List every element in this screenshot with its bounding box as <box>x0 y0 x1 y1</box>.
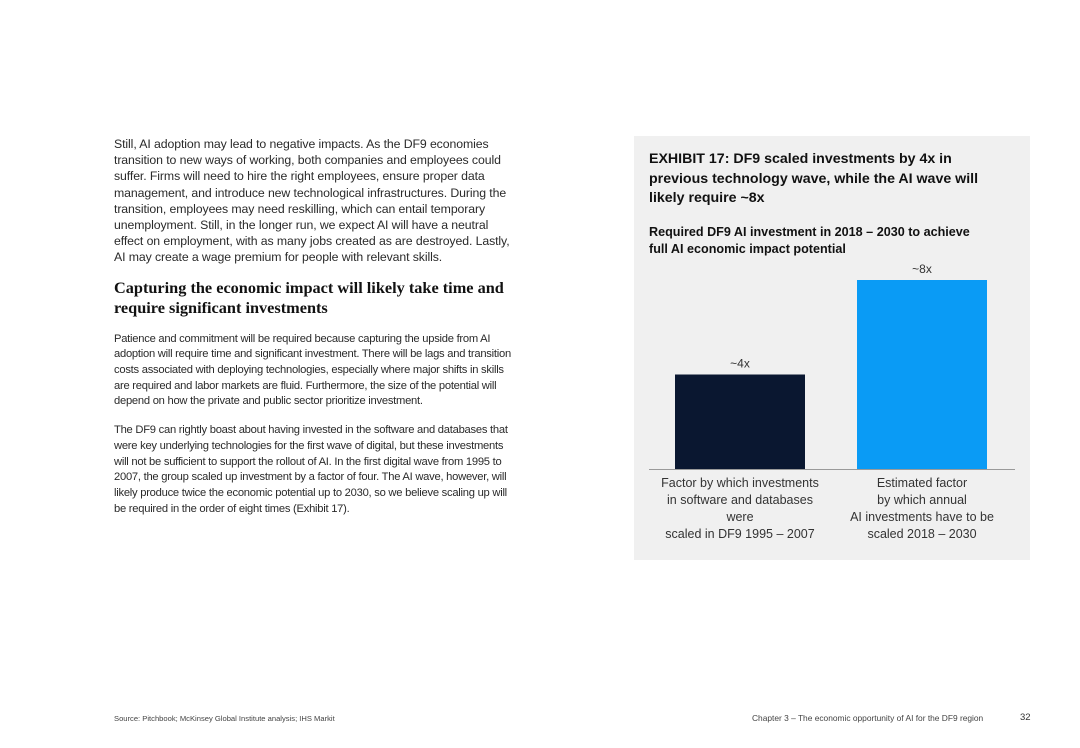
category-1-label-line-3: were <box>726 510 754 524</box>
exhibit-subtitle: Required DF9 AI investment in 2018 – 2030 to achieve full AI economic impact potential <box>649 225 970 256</box>
article-body <box>114 136 514 517</box>
category-2-label-line-1: Estimated factor <box>876 476 968 490</box>
paragraph-negative-impacts: Still, AI adoption may lead to negative impacts. As the DF9 economies transition to new ways of working, both companies and employees could suffer. Firms will need to hire the right employees, ensure proper data management, and introduce new technological infrastructures. During the transition, employees may need reskilling, which can entail temporary unemployment. Still, in the longer run, we expect AI will have a neutral effect on employment, with as many jobs created as are destroyed. Lastly, AI may create a wage premium for people with relevant skills. <box>114 137 510 265</box>
category-2-label-line-4: scaled 2018 – 2030 <box>867 527 977 541</box>
category-1-label-line-4: scaled in DF9 1995 – 2007 <box>665 527 815 541</box>
section-heading: Capturing the economic impact will likely take time and require significant investments <box>114 277 504 318</box>
bar-2-data-label: ~8x <box>912 262 932 276</box>
bar-1 <box>675 375 805 470</box>
footer-source: Source: Pitchbook; McKinsey Global Institute analysis; IHS Markit <box>114 714 335 723</box>
paragraph-df9-investments: The DF9 can rightly boast about having invested in the software and databases that were key underlying technologies for the first wave of digital, but these investments will not be sufficient to support the rollout of AI. In the first digital wave from 1995 to 2007, the group scaled up investment by a factor of four. The AI wave, however, will likely produce twice the economic potential up to 2030, so we believe scaling up will be required in the order of eight times (Exhibit 17). <box>114 424 508 515</box>
category-2-label-line-3: AI investments have to be <box>850 510 994 524</box>
category-1-label-line-1: Factor by which investments <box>661 476 819 490</box>
exhibit-title: EXHIBIT 17: DF9 scaled investments by 4x in previous technology wave, while the AI wave will likely require ~8x <box>649 151 979 206</box>
bar-1-data-label: ~4x <box>730 356 750 371</box>
paragraph-patience: Patience and commitment will be required because capturing the upside from AI adoption will require time and significant investment. There will be lags and transition costs associated with deploying technologies, especially where major shifts in skills are required and labor markets are fluid. Furthermore, the size of the potential will depend on how the private and public sector prioritize investment. <box>114 332 511 408</box>
footer-chapter: Chapter 3 – The economic opportunity of AI for the DF9 region <box>752 713 984 723</box>
category-2-label-line-2: by which annual <box>877 493 967 507</box>
bar-2 <box>857 280 987 469</box>
bar-chart <box>634 136 1030 560</box>
exhibit-17-panel <box>634 136 1030 560</box>
page-number: 32 <box>1020 712 1031 723</box>
category-1-label-line-2: in software and databases <box>667 493 813 507</box>
